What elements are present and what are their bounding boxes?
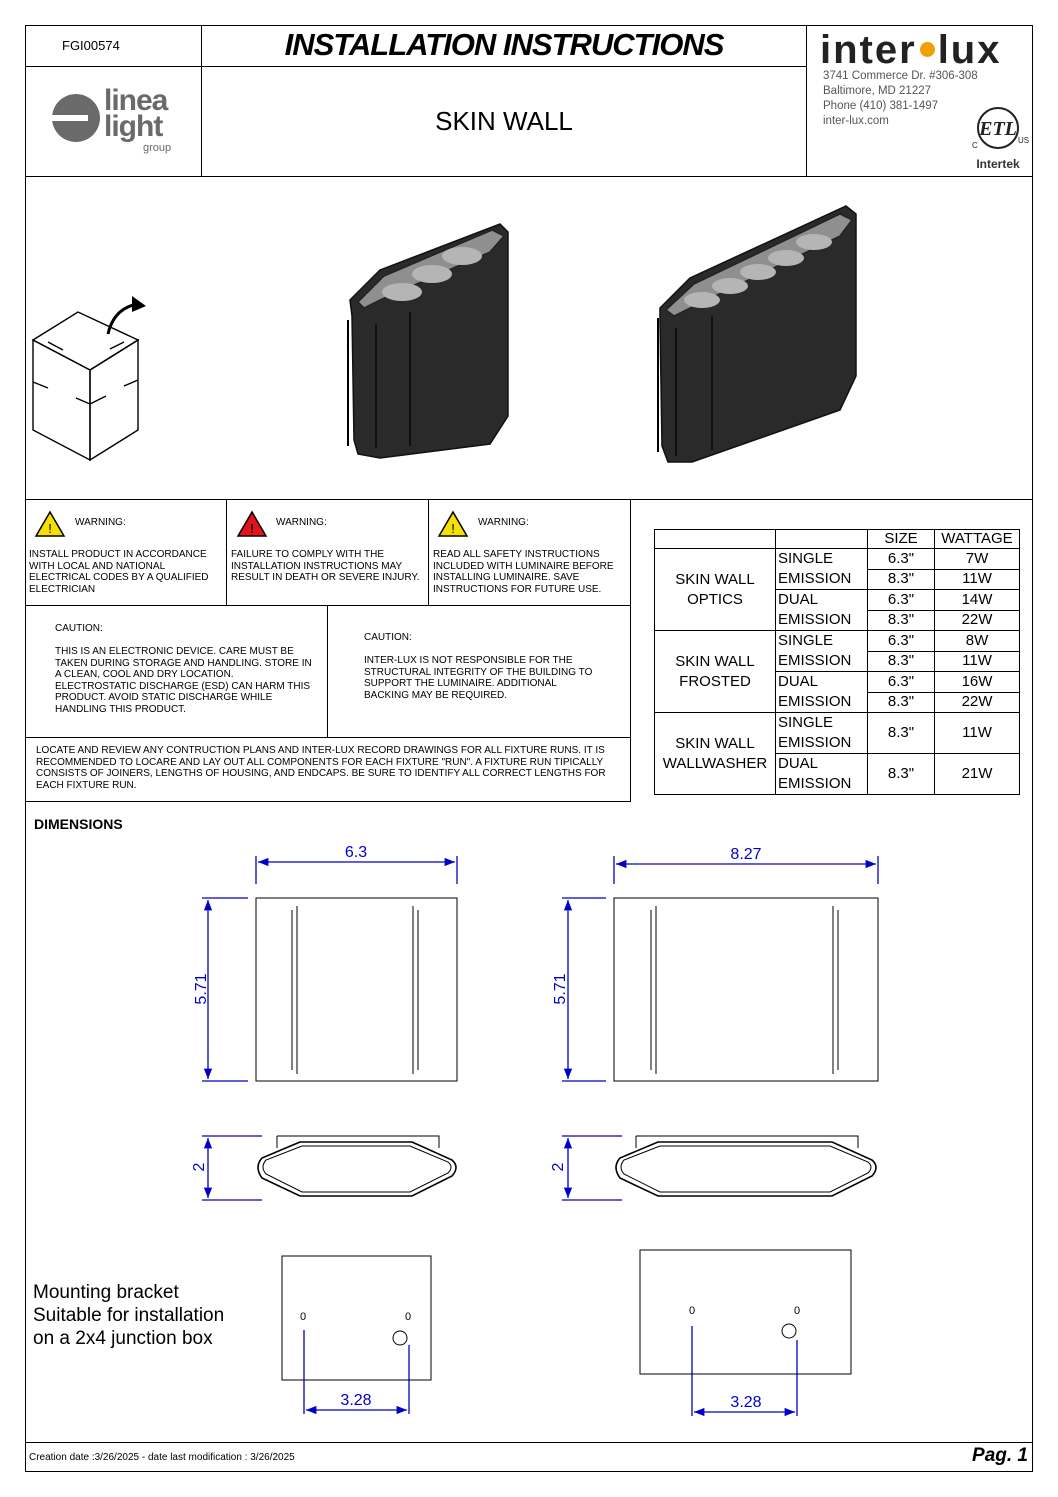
bracket-hole-label: 0 (794, 1305, 801, 1317)
svg-text:!: ! (249, 521, 255, 536)
size-header: SIZE (868, 530, 935, 549)
size-cell: 8.3" (868, 754, 935, 795)
linea-light-logo-text: linea light (104, 84, 168, 143)
dim-large-depth: 2 (550, 1162, 567, 1172)
warning-heading: WARNING: (478, 517, 529, 528)
emission-cell: SINGLE EMISSION (776, 713, 868, 754)
dim-small-bracket: 3.28 (340, 1392, 372, 1409)
document-title: INSTALLATION INSTRUCTIONS (284, 27, 724, 62)
product-family-cell: SKIN WALL FROSTED (655, 631, 776, 713)
dim-small-height: 5.71 (193, 973, 210, 1005)
wattage-cell: 22W (935, 610, 1020, 631)
wattage-cell: 22W (935, 692, 1020, 713)
svg-text:ETL: ETL (979, 118, 1017, 140)
emission-cell: DUAL EMISSION (776, 672, 868, 713)
size-cell: 6.3" (868, 590, 935, 611)
interlux-address: 3741 Commerce Dr. #306-308 Baltimore, MD 21227 Phone (410) 381-1497 inter-lux.com (823, 70, 978, 127)
wattage-header: WATTAGE (935, 530, 1020, 549)
dim-small-width: 6.3 (344, 844, 368, 861)
caution-text: INTER-LUX IS NOT RESPONSIBLE FOR THE STRUCTURAL INTEGRITY OF THE BUILDING TO SUPPORT THE LUMINAIRE. ADDITIONAL BACKING MAY BE REQUIRED. (364, 655, 593, 701)
wattage-cell: 7W (935, 549, 1020, 570)
wattage-cell: 11W (935, 713, 1020, 754)
product-family-cell: SKIN WALL OPTICS (655, 549, 776, 631)
size-cell: 8.3" (868, 713, 935, 754)
product-name: SKIN WALL (435, 106, 573, 136)
etl-certification-icon: ETL C US Intertek (968, 104, 1028, 172)
warning-heading: WARNING: (75, 517, 126, 528)
mounting-bracket-note: Mounting bracket Suitable for installation on a 2x4 junction box (33, 1282, 225, 1349)
emission-cell: SINGLE EMISSION (776, 549, 868, 590)
size-cell: 8.3" (868, 692, 935, 713)
linea-light-logo-group: group (143, 142, 172, 154)
svg-text:C: C (972, 141, 978, 150)
wattage-cell: 8W (935, 631, 1020, 652)
bracket-hole-label: 0 (300, 1311, 307, 1323)
emission-cell: DUAL EMISSION (776, 754, 868, 795)
warning-text: INSTALL PRODUCT IN ACCORDANCE WITH LOCAL AND NATIONAL ELECTRICAL CODES BY A QUALIFIED ELECTRICIAN (29, 549, 209, 595)
wattage-cell: 11W (935, 569, 1020, 590)
wattage-cell: 16W (935, 672, 1020, 693)
warning-text: FAILURE TO COMPLY WITH THE INSTALLATION INSTRUCTIONS MAY RESULT IN DEATH OR SEVERE INJURY. (231, 549, 420, 583)
document-code: FGI00574 (62, 38, 120, 53)
emission-cell: DUAL EMISSION (776, 590, 868, 631)
product-family-cell: SKIN WALL WALLWASHER (655, 713, 776, 795)
footer-divider (25, 1442, 1033, 1443)
page-number: Pag. 1 (972, 1445, 1028, 1466)
wattage-cell: 21W (935, 754, 1020, 795)
dim-small-depth: 2 (191, 1162, 208, 1172)
size-cell: 6.3" (868, 549, 935, 570)
size-cell: 8.3" (868, 569, 935, 590)
caution-heading: CAUTION: (55, 623, 103, 634)
fixture-run-notice: LOCATE AND REVIEW ANY CONTRUCTION PLANS AND INTER-LUX RECORD DRAWINGS FOR ALL FIXTURE RUNS. IT IS RECOMMENDED TO LOCARE AND LAY OUT ALL COMPONENTS FOR EACH FIXTURE "RUN". A FIXTURE RUN TIPICALLY CONSISTS OF JOINERS, LENGTHS OF HOUSING, AND ENDCAPS. BE SURE TO IDENTIFY ALL CORRECT LENGTHS FOR EACH FIXTURE RUN. (36, 745, 606, 791)
svg-text:US: US (1018, 136, 1030, 145)
interlux-logo: inter lux (820, 28, 1002, 72)
dim-large-width: 8.27 (730, 846, 762, 863)
caution-heading: CAUTION: (364, 632, 412, 643)
svg-text:!: ! (451, 521, 455, 536)
dim-large-bracket: 3.28 (730, 1394, 762, 1411)
footer-dates: Creation date :3/26/2025 - date last modification : 3/26/2025 (29, 1452, 295, 1463)
caution-text: THIS IS AN ELECTRONIC DEVICE. CARE MUST BE TAKEN DURING STORAGE AND HANDLING. STORE IN A CLEAN, COOL AND DRY LOCATION. ELECTROSTATIC DISCHARGE (ESD) CAN HARM THIS PRODUCT. AVOID STATIC DISCHARGE WHILE HANDLING THIS PRODUCT. (55, 646, 312, 715)
wattage-cell: 11W (935, 651, 1020, 672)
warning-text: READ ALL SAFETY INSTRUCTIONS INCLUDED WITH LUMINAIRE BEFORE INSTALLING LUMINAIRE. SAVE INSTRUCTIONS FOR FUTURE USE. (433, 549, 614, 595)
size-cell: 6.3" (868, 672, 935, 693)
emission-cell: SINGLE EMISSION (776, 631, 868, 672)
dim-large-height: 5.71 (552, 973, 569, 1005)
dimensions-heading: DIMENSIONS (34, 816, 123, 832)
warning-heading: WARNING: (276, 517, 327, 528)
bracket-hole-label: 0 (405, 1311, 412, 1323)
svg-text:!: ! (48, 521, 52, 536)
size-cell: 6.3" (868, 631, 935, 652)
size-cell: 8.3" (868, 651, 935, 672)
size-cell: 8.3" (868, 610, 935, 631)
wattage-cell: 14W (935, 590, 1020, 611)
bracket-hole-label: 0 (689, 1305, 696, 1317)
